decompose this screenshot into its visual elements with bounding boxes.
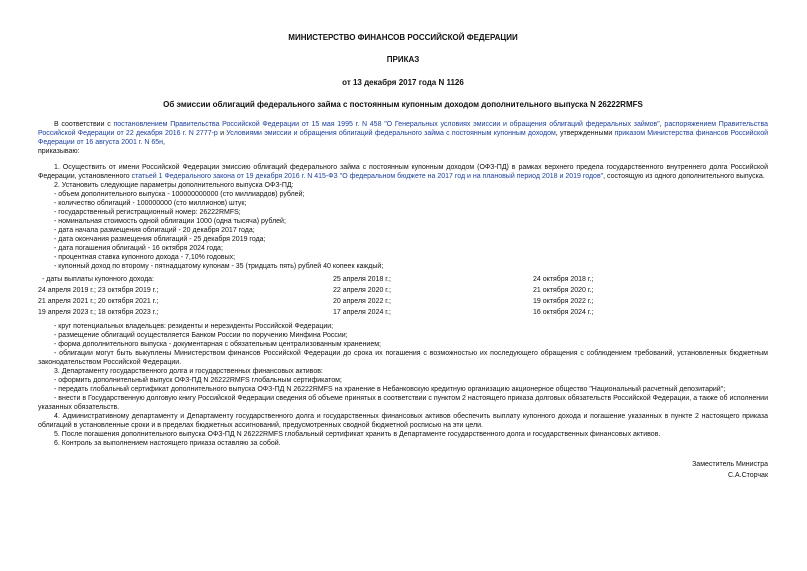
parameter-line: - государственный регистрационный номер: 26222RMFS;	[54, 209, 241, 216]
preamble-text: ,	[659, 121, 665, 128]
signature-name: С.А.Сторчак	[727, 472, 768, 479]
coupon-cell: 24 апреля 2019 г.; 23 октября 2019 г.;	[38, 287, 159, 294]
item-5: 5. После погашения дополнительного выпуска ОФЗ-ПД N 26222RMFS глобальный сертификат хранить в Департаменте государственного долга и государственных финансовых активов.	[54, 431, 661, 438]
document-title: Об эмиссии облигаций федерального займа с постоянным купонным доходом дополнительного выпуска N 26222RMFS	[163, 100, 643, 109]
parameter-line: - размещение облигаций осуществляется Банком России по поручению Минфина России;	[54, 332, 348, 339]
link-postanovlenie-458[interactable]: постановлением Правительства Российской Федерации от 15 мая 1995 г. N 458 "О Генеральных условиях эмиссии и обращения облигаций федеральных займов"	[113, 121, 660, 128]
item-3-subitems	[38, 376, 768, 412]
preamble-paragraph	[38, 120, 768, 147]
parameter-line: - дата начала размещения облигаций - 20 декабря 2017 года;	[54, 227, 255, 234]
item-1-text: , состоящую из одного дополнительного выпуска.	[603, 173, 765, 180]
parameter-line: - объем дополнительного выпуска - 100000000000 (сто миллиардов) рублей;	[54, 191, 305, 198]
parameter-line: - дата погашения облигаций - 16 октября 2024 года;	[54, 245, 223, 252]
coupon-cell: 21 апреля 2021 г.; 20 октября 2021 г.;	[38, 298, 159, 305]
subitem-line: - оформить дополнительный выпуск ОФЗ-ПД N 26222RMFS глобальным сертификатом;	[54, 377, 342, 384]
link-usloviya-emissii[interactable]: Условиями эмиссии и обращения облигаций федерального займа с постоянным купонным доходом	[226, 130, 556, 137]
parameter-line: - купонный доход по второму - пятнадцатому купонам - 35 (тридцать пять) рублей 40 копеек каждый;	[54, 263, 384, 270]
parameter-line: - дата окончания размещения облигаций - 25 декабря 2019 года;	[54, 236, 266, 243]
preamble-text: и	[217, 130, 227, 137]
item-4: 4. Административному департаменту и Департаменту государственного долга и государственных финансовых активов обеспечить выплату купонного дохода и погашение указанных в пункте 2 настоящего приказа облигаций в установленные сроки и в пределах бюджетных ассигнований, предусмотренных сводной бюджетной росписью на эти цели.	[38, 413, 768, 429]
link-zakon-415fz[interactable]: статьей 1 Федерального закона от 19 декабря 2016 г. N 415-ФЗ "О федеральном бюджете на 2017 год и на плановый период 2018 и 2019 годов"	[131, 173, 604, 180]
coupon-cell: 19 апреля 2023 г.; 18 октября 2023 г.;	[38, 309, 159, 316]
coupon-cell: 20 апреля 2022 г.;	[333, 298, 391, 305]
preamble-text: В соответствии с	[54, 121, 114, 128]
parameter-line: - облигации могут быть выкуплены Министерством финансов Российской Федерации до срока их погашения с возможностью их последующего обращения с соблюдением требований, установленных бюджетным законодательством Российской Федерации.	[38, 350, 768, 366]
document	[38, 0, 768, 480]
coupon-cell: 25 апреля 2018 г.;	[333, 276, 391, 283]
signature-position: Заместитель Министра	[692, 461, 768, 468]
item-1	[38, 163, 768, 181]
parameter-line: - круг потенциальных владельцев: резиденты и нерезиденты Российской Федерации;	[54, 323, 334, 330]
ministry-heading: МИНИСТЕРСТВО ФИНАНСОВ РОССИЙСКОЙ ФЕДЕРАЦИИ	[288, 33, 518, 42]
parameter-line: - форма дополнительного выпуска - документарная с обязательным централизованным хранением;	[54, 341, 381, 348]
preamble-text: , утвержденными	[555, 130, 615, 137]
doc-type-heading: ПРИКАЗ	[386, 55, 420, 64]
item-2-params	[38, 190, 768, 271]
order-word: приказываю:	[38, 148, 80, 155]
coupon-cell: 16 октября 2024 г.;	[533, 309, 594, 316]
item-3-intro: 3. Департаменту государственного долга и государственных финансовых активов:	[54, 368, 323, 375]
coupon-cell: 19 октября 2022 г.;	[533, 298, 594, 305]
parameter-line: - процентная ставка купонного дохода - 7,10% годовых;	[54, 254, 236, 261]
item-6: 6. Контроль за выполнением настоящего приказа оставляю за собой.	[54, 440, 281, 447]
item-1-text: 1. Осуществить от имени Российской Федерации эмиссию облигаций федерального займа с постоянным купонным доходом (ОФЗ-ПД) в рамках верхнего предела государственного внутреннего долга Российской Федерации, установленного	[38, 164, 768, 180]
subitem-line: - передать глобальный сертификат дополнительного выпуска ОФЗ-ПД N 26222RMFS на хранение в Небанковскую кредитную организацию акционерное общество "Национальный расчетный депозитарий";	[54, 386, 726, 393]
coupon-cell: 17 апреля 2024 г.;	[333, 309, 391, 316]
parameter-line: - количество облигаций - 100000000 (сто миллионов) штук;	[54, 200, 247, 207]
subitem-line: - внести в Государственную долговую книгу Российской Федерации сведения об объеме принятых в соответствии с пунктом 2 настоящего приказа долговых обязательств Российской Федерации, а также об исполнении указанных обязательств.	[38, 395, 768, 411]
item-2-params-continued	[38, 322, 768, 367]
item-2-intro: 2. Установить следующие параметры дополнительного выпуска ОФЗ-ПД:	[54, 182, 294, 189]
coupon-cell: - даты выплаты купонного дохода:	[42, 276, 154, 283]
preamble-text: ,	[163, 139, 165, 146]
parameter-line: - номинальная стоимость одной облигации 1000 (одна тысяча) рублей;	[54, 218, 286, 225]
coupon-cell: 21 октября 2020 г.;	[533, 287, 594, 294]
coupon-cell: 24 октября 2018 г.;	[533, 276, 594, 283]
link-rasporyazhenie-2777[interactable]: распоряжением Правительства Российской Федерации от 22 декабря 2016 г. N 2777-р	[38, 121, 769, 137]
coupon-cell: 22 апреля 2020 г.;	[333, 287, 391, 294]
link-prikaz-65n[interactable]: приказом Министерства финансов Российской Федерации от 16 августа 2001 г. N 65н	[38, 130, 769, 146]
date-number-heading: от 13 декабря 2017 года N 1126	[342, 78, 464, 87]
coupon-dates-table	[38, 275, 768, 319]
